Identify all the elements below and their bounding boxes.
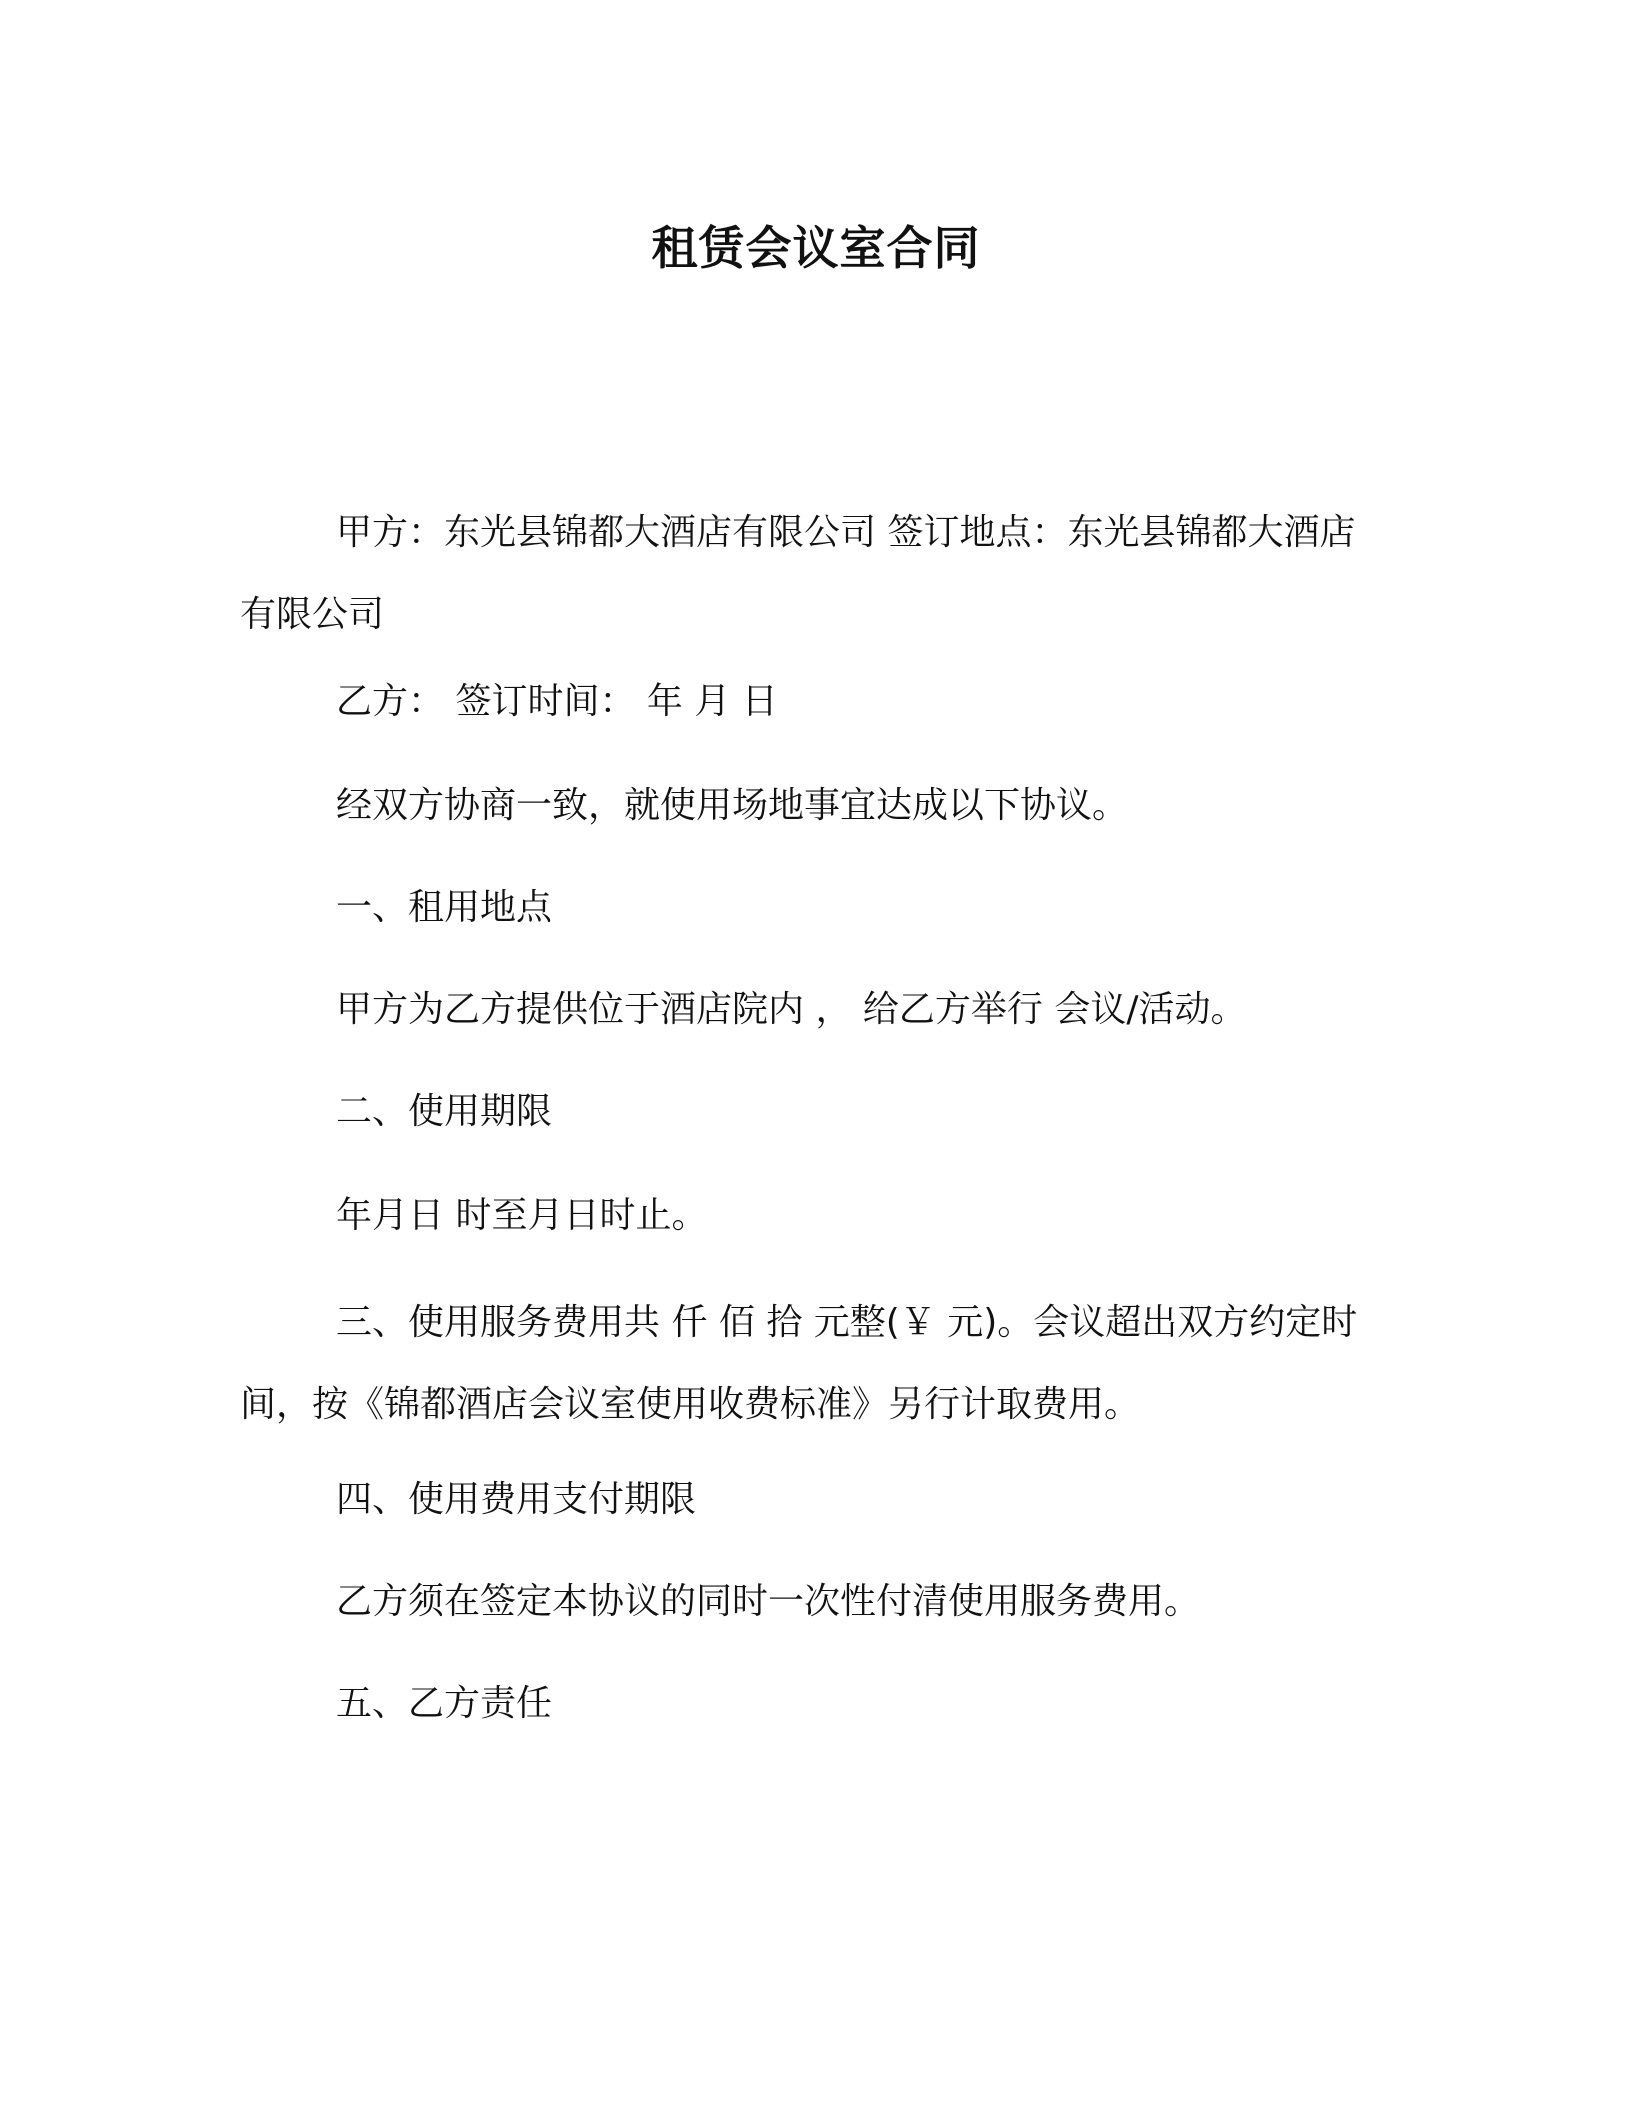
section4-body: 乙方须在签定本协议的同时一次性付清使用服务费用。 bbox=[336, 1581, 1201, 1622]
section4-heading: 四、使用费用支付期限 bbox=[336, 1479, 697, 1520]
section5-heading: 五、乙方责任 bbox=[336, 1683, 553, 1724]
section1-heading: 一、租用地点 bbox=[336, 887, 553, 928]
section3-paragraph: 三、使用服务费用共 仟 佰 拾 元整(￥ 元)。会议超出双方约定时间，按《锦都酒店会议室使用收费标准》另行计取费用。 bbox=[240, 1302, 1358, 1425]
section2-body: 年月日 时至月日时止。 bbox=[336, 1195, 708, 1236]
section1-body: 甲方为乙方提供位于酒店院内 ， 给乙方举行 会议/活动。 bbox=[336, 989, 1247, 1030]
section2-heading: 二、使用期限 bbox=[336, 1091, 553, 1132]
intro-paragraph: 经双方协商一致，就使用场地事宜达成以下协议。 bbox=[336, 785, 1129, 826]
party-b-line: 乙方： 签订时间： 年 月 日 bbox=[336, 681, 778, 722]
document-title: 租赁会议室合同 bbox=[651, 221, 981, 275]
party-a-paragraph: 甲方：东光县锦都大酒店有限公司 签订地点：东光县锦都大酒店有限公司 bbox=[240, 512, 1356, 635]
